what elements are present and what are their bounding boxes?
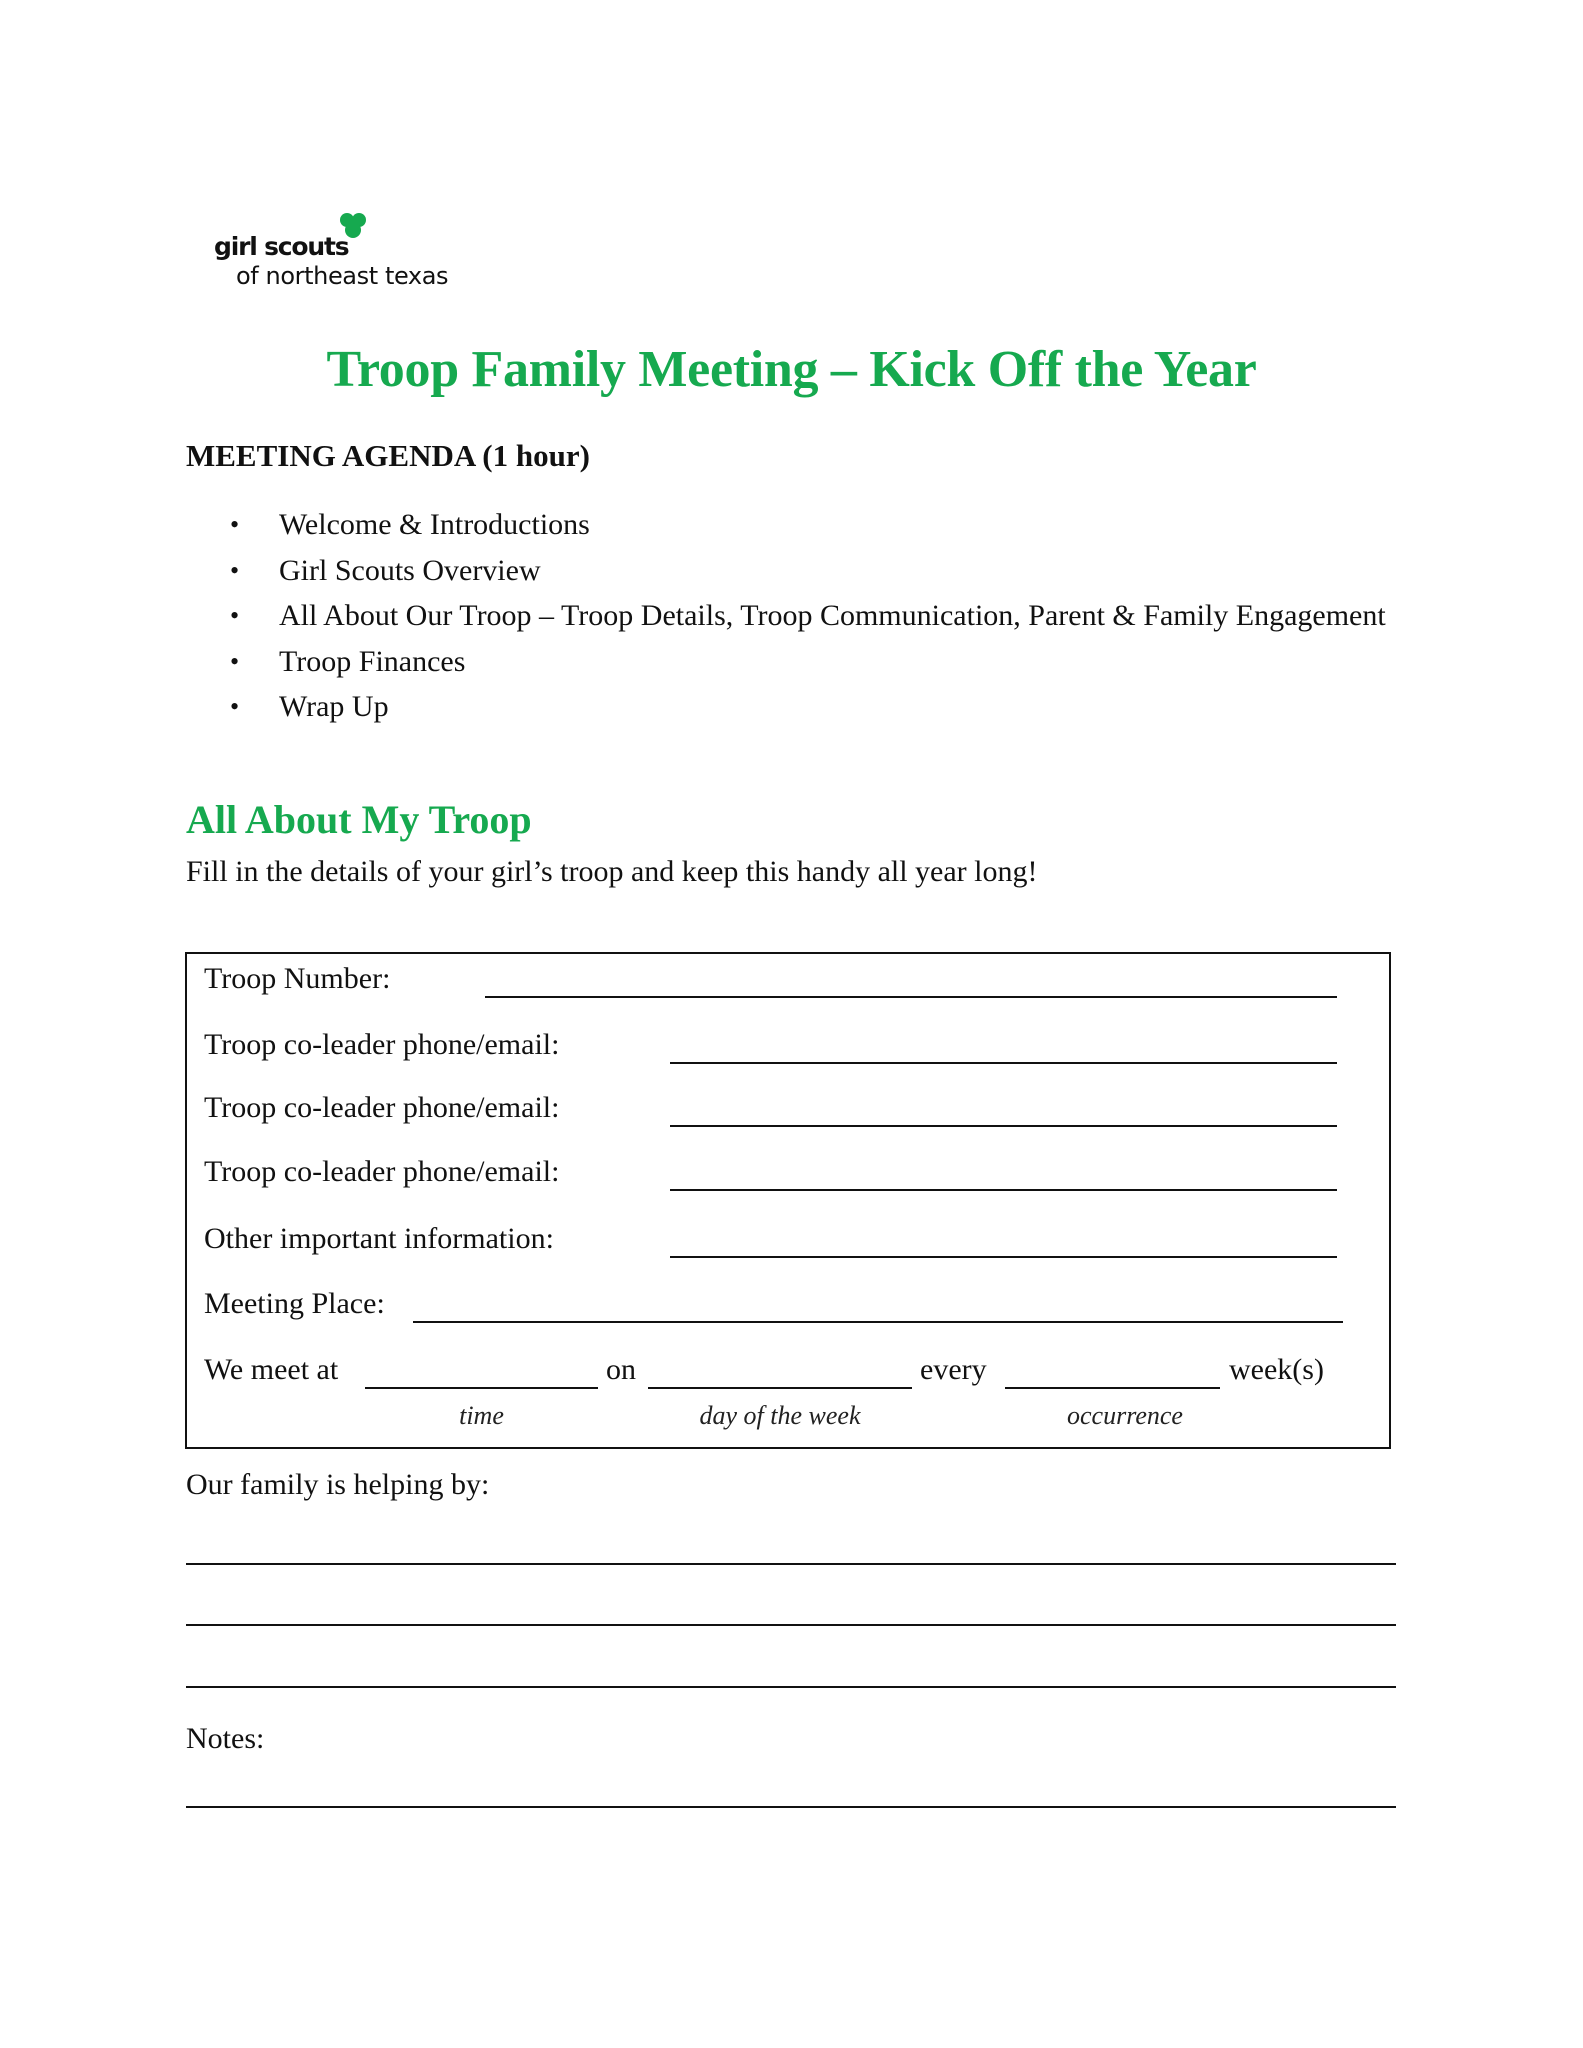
agenda-item: • Wrap Up	[186, 684, 1386, 730]
logo-name: girl scouts	[214, 232, 349, 261]
co-leader-3-field[interactable]	[670, 1189, 1337, 1191]
schedule-prefix: We meet at	[204, 1353, 339, 1386]
bullet-icon: •	[230, 646, 240, 676]
notes-label: Notes:	[186, 1722, 265, 1755]
co-leader-2-label: Troop co-leader phone/email:	[204, 1091, 560, 1124]
meeting-place-label: Meeting Place:	[204, 1287, 385, 1320]
bullet-icon: •	[230, 601, 240, 630]
co-leader-1-label: Troop co-leader phone/email:	[204, 1028, 560, 1061]
agenda-item: • Troop Finances	[186, 639, 1386, 685]
bullet-icon: •	[230, 555, 240, 585]
co-leader-3-label: Troop co-leader phone/email:	[204, 1155, 560, 1188]
bullet-icon: •	[230, 510, 240, 539]
co-leader-2-field[interactable]	[670, 1125, 1337, 1127]
organization-logo	[214, 210, 474, 290]
logo-subtitle: of northeast texas	[236, 262, 449, 290]
section-intro: Fill in the details of your girl’s troop and keep this handy all year long!	[186, 855, 1038, 888]
helping-line-3[interactable]	[186, 1686, 1396, 1688]
troop-number-label: Troop Number:	[204, 962, 391, 995]
agenda-item: • All About Our Troop – Troop Details, Troop Communication, Parent & Family Engagement	[186, 593, 1386, 639]
time-hint: time	[459, 1401, 504, 1430]
meeting-occurrence-field[interactable]	[1005, 1387, 1220, 1389]
meeting-place-field[interactable]	[413, 1321, 1343, 1323]
co-leader-1-field[interactable]	[670, 1062, 1337, 1064]
schedule-on: on	[606, 1353, 636, 1386]
troop-number-field[interactable]	[485, 996, 1337, 998]
agenda-item: • Welcome & Introductions	[186, 502, 1386, 548]
troop-details-box	[185, 952, 1391, 1449]
section-heading: All About My Troop	[186, 797, 532, 842]
notes-line-1[interactable]	[186, 1806, 1396, 1808]
helping-line-2[interactable]	[186, 1624, 1396, 1626]
bullet-icon: •	[230, 692, 240, 721]
other-info-label: Other important information:	[204, 1222, 554, 1255]
agenda-list	[186, 502, 1386, 730]
other-info-field[interactable]	[670, 1256, 1337, 1258]
agenda-heading: MEETING AGENDA (1 hour)	[186, 438, 590, 473]
agenda-item: • Girl Scouts Overview	[186, 548, 1386, 594]
meeting-day-field[interactable]	[648, 1387, 912, 1389]
day-hint: day of the week	[699, 1401, 861, 1430]
helping-label: Our family is helping by:	[186, 1468, 490, 1501]
page-title: Troop Family Meeting – Kick Off the Year	[326, 341, 1257, 398]
schedule-suffix: week(s)	[1229, 1353, 1324, 1386]
helping-line-1[interactable]	[186, 1563, 1396, 1565]
occurrence-hint: occurrence	[1067, 1401, 1183, 1430]
schedule-every: every	[920, 1353, 987, 1386]
meeting-time-field[interactable]	[365, 1387, 598, 1389]
